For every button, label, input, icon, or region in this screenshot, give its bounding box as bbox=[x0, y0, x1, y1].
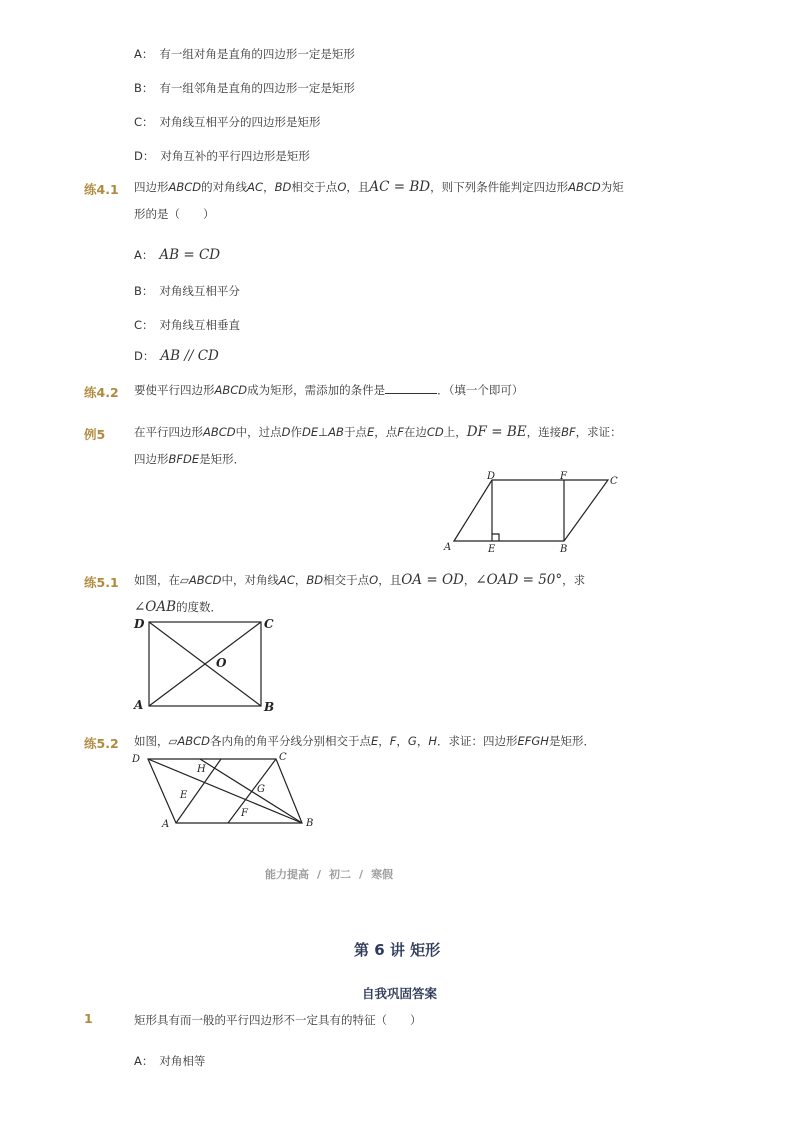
question-text: 要使平行四边形ABCD成为矩形，需添加的条件是 ．（填一个即可） bbox=[134, 383, 524, 397]
question-label: 练5.1 bbox=[84, 575, 119, 590]
question-text: 四边形ABCD的对角线AC，BD相交于点O，且AC = BD，则下列条件能判定四边形ABCD为矩 形的是（ ） bbox=[134, 179, 624, 221]
option-c: C： 对角线互相平分的四边形是矩形 bbox=[134, 115, 321, 129]
vertex-d: D bbox=[487, 471, 496, 482]
vertex-e: E bbox=[488, 544, 496, 555]
example-text: 在平行四边形ABCD中，过点D作DE⊥AB于点E，点F在边CD上，DF = BE，连接BF，求证： 四边形BFDE是矩形． bbox=[134, 424, 622, 466]
lesson-title: 第 6 讲 矩形 bbox=[354, 941, 441, 959]
question-label: 练5.2 bbox=[84, 736, 119, 751]
option-d: D： 对角互补的平行四边形是矩形 bbox=[134, 149, 310, 163]
bisector-b bbox=[200, 759, 302, 823]
question-text: 矩形具有而一般的平行四边形不一定具有的特征（ ） bbox=[134, 1013, 422, 1027]
option-d: D： AB // CD bbox=[134, 348, 219, 364]
right-angle-mark bbox=[492, 534, 499, 541]
option-b: B： 有一组邻角是直角的四边形一定是矩形 bbox=[134, 81, 355, 95]
question-text: 如图，在▱ABCD中，对角线AC，BD相交于点O，且OA = OD，∠OAD = 50°，求 ∠OAB的度数． bbox=[134, 572, 586, 615]
option-a: A： AB = CD bbox=[134, 247, 221, 263]
parallelogram-figure bbox=[440, 466, 625, 556]
option-a: A： 有一组对角是直角的四边形一定是矩形 bbox=[134, 47, 355, 61]
question-text: 如图，▱ABCD各内角的角平分线分别相交于点E，F，G，H．求证：四边形EFGH是矩形． bbox=[134, 734, 595, 748]
vertex-a: A bbox=[134, 698, 144, 712]
angle-bisector-figure bbox=[128, 750, 323, 830]
vertex-b: B bbox=[264, 700, 275, 714]
point-e: E bbox=[180, 790, 188, 801]
vertex-d: D bbox=[132, 754, 141, 765]
vertex-c: C bbox=[610, 476, 618, 487]
option-c: C： 对角线互相垂直 bbox=[134, 318, 241, 332]
point-h: H bbox=[197, 764, 206, 775]
vertex-a: A bbox=[162, 819, 170, 830]
vertex-c: C bbox=[279, 752, 287, 763]
point-g: G bbox=[257, 784, 265, 795]
page-footer: 能力提高 / 初二 / 寒假 bbox=[265, 868, 394, 881]
vertex-c: C bbox=[264, 617, 274, 631]
answer-blank[interactable] bbox=[385, 381, 437, 394]
vertex-d: D bbox=[134, 617, 145, 631]
option-a: A： 对角相等 bbox=[134, 1054, 206, 1068]
rectangle-figure bbox=[130, 613, 280, 718]
section-subtitle: 自我巩固答案 bbox=[362, 986, 438, 1001]
point-o: O bbox=[216, 656, 227, 670]
option-b: B： 对角线互相平分 bbox=[134, 284, 240, 298]
parallelogram-abcd bbox=[454, 480, 608, 541]
question-label: 练4.2 bbox=[84, 385, 119, 400]
bisector-d bbox=[148, 759, 302, 823]
vertex-f: F bbox=[560, 471, 567, 482]
vertex-b: B bbox=[306, 818, 314, 829]
point-f: F bbox=[241, 808, 248, 819]
example-label: 例5 bbox=[84, 427, 106, 442]
question-number: 1 bbox=[84, 1011, 93, 1026]
vertex-a: A bbox=[444, 542, 452, 553]
question-label: 练4.1 bbox=[84, 182, 119, 197]
vertex-b: B bbox=[560, 544, 568, 555]
